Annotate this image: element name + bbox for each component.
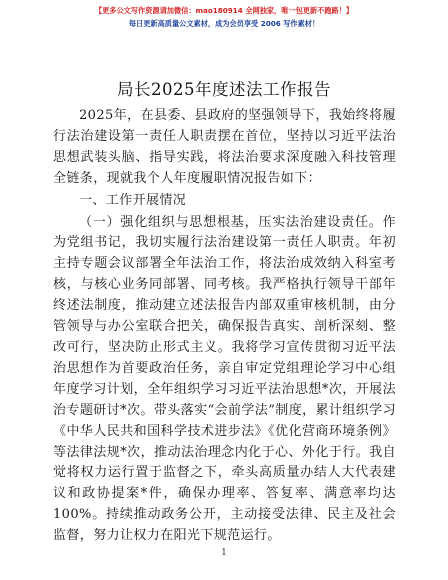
document-body [53, 106, 396, 547]
section-paragraph: （一）强化组织与思想根基，压实法治建设责任。作为党组书记，我切实履行法治建设第一责任人职责。年初主持专题会议部署全年法治工作，将法治成效纳入科室考核，与核心业务同部署、同考核。我严格执行领导干部年终述法制度，推动建立述法报告内部双重审核机制，由分管领导与办公室联合把关，确保报告真实、剖析深刻、整改可行，坚决防止形式主义。我将学习宣传贯彻习近平法治思想作为首要政治任务，亲自审定党组理论学习中心组年度学习计划，全年组织学习习近平法治思想*次，开展法治专题研讨*次。带头落实“会前学法”制度，累计组织学习《中华人民共和国科学技术进步法》《优化营商环境条例》等法律法规*次，推动法治理念内化于心、外化于行。我自觉将权力运行置于监督之下，牵头高质量办结人大代表建议和政协提案*件，确保办理率、答复率、满意率均达100%。持续推动政务公开，主动接受法律、民主及社会监督，努力让权力在阳光下规范运行。 [53, 214, 396, 544]
promo-banner-line-1: 【更多公文写作资源请加微信：mao180914 全网独家，唯一包更新不跑路！】 [94, 6, 354, 15]
document-title: 局长2025年度述法工作报告 [117, 80, 331, 99]
page-number: 1 [221, 548, 227, 558]
section-heading: 一、工作开展情况 [79, 192, 187, 208]
intro-paragraph: 2025年，在县委、县政府的坚强领导下，我始终将履行法治建设第一责任人职责摆在首位，坚持以习近平法治思想武装头脑、指导实践，将法治要求深度融入科技管理全链条，现就我个人年度履职情况报告如下： [53, 108, 396, 186]
promo-banner-line-2: 每日更新高质量公文素材，成为会员享受 2006 写作素材！ [128, 19, 320, 28]
